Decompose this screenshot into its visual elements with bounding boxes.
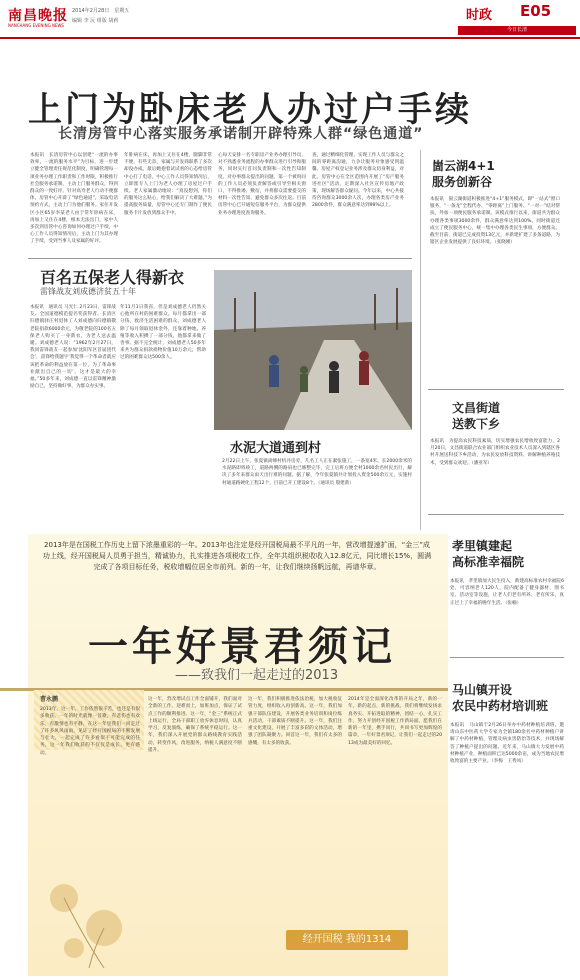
road-construction-photo xyxy=(214,270,412,430)
section-name: 时政 xyxy=(466,8,493,23)
sidebar-title-4-line1: 马山镇开设 xyxy=(452,683,513,697)
sidebar-body-3: 本报讯 孝里镇加大民生投入，新建高标准农村幸福院6处，可容纳老人120人，院内配备了健身器材、图书室、活动室等设施，让老人们老有所养、老有所乐，真正过上了幸福的晚年生活。（张楠） xyxy=(450,579,564,606)
editor-credits: 编辑 李 沅 组版 胡莉 xyxy=(72,18,119,24)
feature-column-2: 这一年，营改增试点工作全面铺开，我们面对全新的工作，迎难而上，加班加点，保证了试点工作的顺利推进。这一年，“金三”系统正式上线运行，全局干部职工放弃休息时间，认真学习，反复演练，确保了系统平稳运行。这一年，我们深入开展党的群众路线教育实践活动，转变作风，改进服务，纳税人满意度不断提升。 xyxy=(148,697,242,754)
sidebar-body-1: 本报讯 崮云湖街道积极推进“4+1”服务模式，即“一站式”窗口服务，“一条龙”全程代办、“零距离”上门服务、“一对一”结对帮扶，外加一项便民服务承诺制。该模式推行以来，街道共为群众办理各类事项3000余件，群众满意率达到100%。同时街道还成立了便民服务中心，统一集中办理各类民生事项，方便群众。截至目前，街道已完成投资13亿元，并新建扩建了多条道路，为辖区企业发展提供了良好环境。（张晓刚） xyxy=(430,197,560,246)
section-bar: 今日长清 xyxy=(458,26,576,35)
column-divider xyxy=(420,150,421,530)
logo-subtitle: NANCHANG EVENING NEWS xyxy=(8,23,64,28)
masthead xyxy=(0,0,580,38)
article-byline: 雷锋战友刘成德济贫五十年 xyxy=(40,287,136,296)
sidebar-title-3-line1: 孝里镇建起 xyxy=(452,539,513,553)
issue-date: 2014年2月28日 星期五 xyxy=(72,8,130,14)
newspaper-logo: 南昌晚报 xyxy=(8,8,68,24)
lead-column-4: 查，通过精细化管理，实现工作人员与群众之间的零距离沟通，力争让服务对象感受到温馨。房屋产权登记业务涉及群众切身利益，对此，房管中心在全区范围内开展了“房产服务进社区”活动，定期深入社区宣传房地产政策，现场解答群众疑问。今年以来，中心共接待咨询群众3000余人次，办理各类房产业务2800余件，群众满意率达到99%以上。 xyxy=(312,153,404,209)
section-divider xyxy=(28,258,412,259)
sidebar-title-1-line2: 服务创新谷 xyxy=(432,175,493,189)
feature-intro: 2013年是在国税工作历史上留下浓墨重彩的一年。2013年也注定是经开国税局最不平凡的一年，营改增提速扩面，“金三”成功上线，经开国税局人员勇于担当，精诚协力，扎实推进各项税收工作，全年共组织税收收入12.8亿元，同比增长15%，圆满完成了各项目标任务，税收增幅位居全市前列。新的一年，让我们继续扬帆远航，再谱华章。 xyxy=(42,541,432,571)
feature-subtitle: ——致我们一起走过的2013 xyxy=(175,668,339,683)
feature-author: 曹永鹏 xyxy=(40,696,59,703)
feature-banner: 经开国税 我的1314 xyxy=(286,930,408,950)
sidebar-title-1-line1: 崮云湖4+1 xyxy=(432,159,495,173)
masthead-rule xyxy=(0,37,580,39)
sidebar-title-4-line2: 农民中药材培训班 xyxy=(452,699,549,713)
feature-column-4: 2014年是全面深化改革的开局之年，新的一年，新的起点，新的挑战。我们将继续发扬求真务实、开拓进取的精神，团结一心，扎实工作，努力开创经开国税工作新局面。愿我们在新的一年里，携手同行，共同书写更加辉煌的篇章，一年好景君须记，让我们一起走过的2013成为最美好的回忆。 xyxy=(348,697,442,746)
lead-column-1: 本报讯 长清房管中心以创建“一流的办事效率，一流的服务水平”为目标，进一步建立健全管理责任规范化制度，明确管理每一项业务办理工作职责和工作时限，积极推行社会服务承诺制，主动上门服务群众，得到群众的一致好评。针对高寿老人行动不便群体，房管中心开辟了“绿色通道”，采取电话预约方式，主动上门为他们服务。家住开发区小区65岁李某老人由于常年卧病在床，再加上又住在4楼，根本无法出门，家中人多次到房管中心咨询如何办理过户手续，中心工作人员得知情况后，主动上门为其办理了手续，受到当事人及家属的好评。 xyxy=(30,153,118,245)
sidebar-title-3 xyxy=(452,538,524,570)
sidebar-title-2-line2: 送教下乡 xyxy=(452,417,501,431)
sidebar-title-3-line2: 高标准幸福院 xyxy=(452,555,525,569)
sidebar-title-4 xyxy=(452,682,548,714)
feature-column-1: 2013年，这一年，工作依然很辛苦，也还是有很多收获。一年的时光就像一首歌，有悲伤也有欢乐，有激情也有平静，在这一年里我们一同走过了许多风风雨雨，见证了经开国税局的不断发展与壮大，一起完成了许多看似不可能完成的任务，这一年我们收获的不仅仅是成长，更有感动。 xyxy=(40,707,140,756)
page-number: E05 xyxy=(520,2,552,20)
feature-title: 一年好景君须记 xyxy=(88,624,396,670)
flower-icon xyxy=(34,858,144,970)
photo-illustration xyxy=(214,270,412,430)
sidebar-title-1 xyxy=(432,158,495,190)
sidebar-divider xyxy=(428,389,564,390)
flower-illustration xyxy=(34,858,144,970)
photo-caption-body: 2月22日上午，张夏镇尚峰村机井房旁，几名工人正在紧张施工，一条宽4米、长2000余米的水泥路即将竣工，道路两侧的路肩也已修整完毕，完工后将方便全村1000余名村民出行，解决了多年来群众雨天出行难的问题。据了解，今年张夏镇共计划投入资金500余万元，实施村村通道路硬化工程12个，目前已开工建设8个。（通讯员 殷建新） xyxy=(222,459,412,486)
article-column-2: 年11月1日我省，但是刘成德老人仍然关心他所在村的困难群众，每月都拿出一部分钱，救济生活困难的群众。刘成德老人除了每月领取退休金外，还靠着种地、养殖等收入积攒了一部分钱，他都拿来做了善事。据不完全统计，刘成德老人50多年来共为群众捐款捐物价值10万余元，帮助过的困难群众达500余人。 xyxy=(120,305,206,361)
lead-column-3: 心每天安排一名专职房产业务办理引导员，对不熟悉业务流程的办事群众进行引导和服务，同时实行首问负责制和一次性告知制度。对办事群众提出的问题，第一个被询问的工作人员必须负责解答或引导至相关窗口，不得推诿、敷衍，并将群众需要提交的材料一次性告知，避免群众多次往返。目前房管中心已开通短信服务平台，为群众提供业务办理进度查询服务。 xyxy=(218,153,306,216)
sidebar-body-4: 本报讯 马山镇于2月26日举办中药材种植培训班，邀请山东中医药大学专家为全镇180余名中药材种植户讲解了中药材种植、管理及病虫害防治等技术，并现场解答了种植户提出的问题。近年来，马山镇大力发展中药材种植产业，种植面积已达5000余亩，成为当地农民增收致富的主要产业。（李梅 王秀凤） xyxy=(450,723,564,765)
sidebar-divider xyxy=(450,657,564,658)
lead-column-2: 年卧病在床，再加上又住在4楼，腿脚非常不便，有些无奈，家属与开发商联系了多次却没办成。最后她抱着试试看的心态给房管中心打了电话，中心工作人员得知情况后，立即派专人上门为老人办理了房屋过户手续。老人家属激动地说：“真没想到，你们的服务这么贴心，给我们解决了大难题。”为提高服务质量，房管中心还专门制作了便民服务卡片发放到群众手中。 xyxy=(124,153,212,216)
article-title: 百名五保老人得新衣 xyxy=(40,268,185,287)
sidebar-title-2-line1: 文昌街道 xyxy=(452,401,501,415)
lead-subhead: 长清房管中心落实服务承诺制开辟特殊人群“绿色通道” xyxy=(58,126,424,142)
photo-caption-title: 水泥大道通到村 xyxy=(230,441,322,456)
lead-headline: 上门为卧床老人办过户手续 xyxy=(28,90,472,130)
sidebar-divider xyxy=(428,514,564,515)
sidebar-body-2: 本报讯 为提高农民科技素质，切实增强农民增收致富能力，2月20日，文昌街道联合农业部门组织农业技术人员深入到辖区各村开展送科技下乡活动，为农民发放科技资料、讲解种植养殖技术，受到群众欢迎。（潘亚军） xyxy=(430,439,560,466)
article-column-1: 本报讯 通讯员 马光仁 2月23日，雷锋战友、全国道德模范提名奖获得者、长清区归德镇驿庄村退休工人刘成德向归德镇敬老院捐款6000余元，为敬老院的100名五保老人购买了一身新衣，为老人送去温暖。刘成德老人说：“1962年2月27日，我同雷锋战友一起参加‘沈阳军区首届团代会’，雷锋给我题字‘我觉得一个革命者就应该把革命的利益放在第一位，为了革命事业献出自己的一切’，这才是最大的幸福。”50多年来，刘成德一直以雷锋精神激励自己，坚持做好事，为群众办实事。 xyxy=(30,305,116,390)
sidebar-title-2 xyxy=(452,400,500,432)
feature-column-3: 这一年，我们积极推进依法治税，加大税收征管力度，组织收入再创新高。这一年，我们加强干部队伍建设，开展各类业务培训和岗位练兵活动，干部素质不断提升。这一年，我们注重文化建设，开展了丰富多彩的文体活动，增强了团队凝聚力。回首这一年，我们有太多的感慨，有太多的收获。 xyxy=(248,697,342,746)
